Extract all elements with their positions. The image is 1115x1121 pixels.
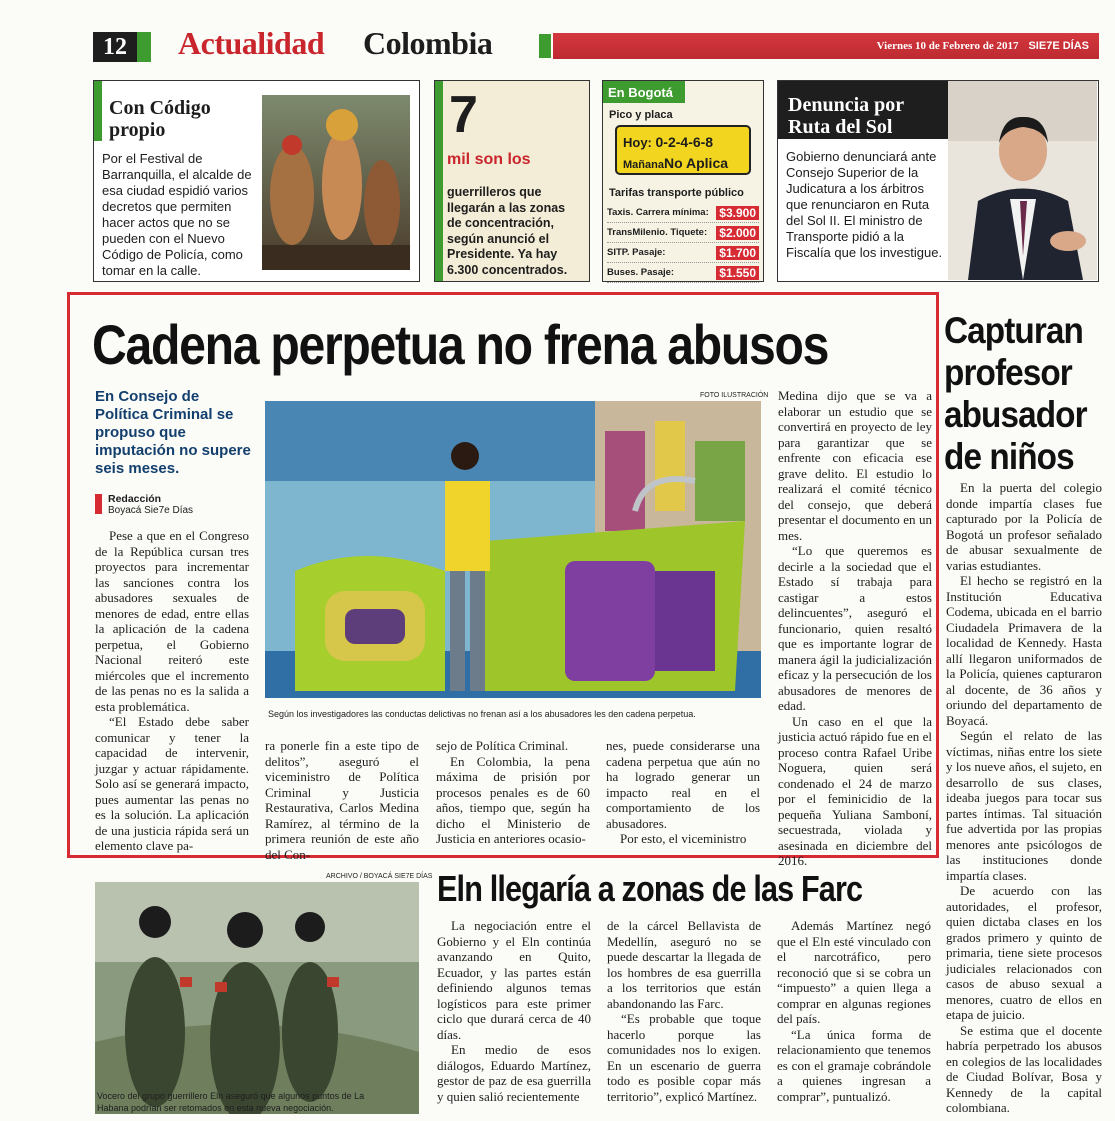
header-accent bbox=[539, 34, 551, 58]
paragraph: Por esto, el viceministro bbox=[620, 831, 747, 846]
fare-value: $1.700 bbox=[716, 246, 759, 260]
eln-col-1 bbox=[437, 918, 591, 1104]
eln-col-3 bbox=[777, 918, 931, 1104]
paragraph: En la puerta del colegio donde impartía clases fue capturado por la Policía de Bogotá un profesor señalado de abusar sexualmente de varias estudiantes. bbox=[946, 480, 1102, 573]
fare-value: $2.000 bbox=[716, 226, 759, 240]
paragraph: De acuerdo con las autoridades, el profesor, quien dictaba clases en los grados primero y quinto de primaria, tiene siete procesos judiciales relacionados con casos de abuso sexual a menores, cuatro de ellos en etapa de juicio. bbox=[946, 883, 1102, 1022]
page-number-accent bbox=[137, 32, 151, 62]
header-brand: SIE7E DÍAS bbox=[1028, 40, 1089, 52]
main-col-2 bbox=[265, 738, 419, 862]
box-codigo-propio bbox=[93, 80, 420, 282]
paragraph: ra ponerle fin a este tipo de delitos”, aseguró el viceministro de Política Criminal y Justicia Restaurativa, Carlos Medina Ramírez, al término de la primera reunión de este año del Con- bbox=[265, 738, 419, 862]
main-col-3 bbox=[436, 738, 590, 847]
fare-value: $3.900 bbox=[716, 206, 759, 220]
main-deck: En Consejo de Política Criminal se propuso que imputación no supere seis meses. bbox=[95, 388, 251, 477]
paragraph: Pese a que en el Congreso de la República cursan tres proyectos para incrementar las sanciones contra los abusadores sexuales de menores de edad, entre ellas la aplicación de la cadena perpetua, el Gobierno Nacional reiteró este miércoles que el incremento de las penas no es la salida a esta problemática. bbox=[95, 528, 249, 714]
main-col-5 bbox=[778, 388, 932, 869]
fare-value: $1.550 bbox=[716, 266, 759, 280]
box-ruta-del-sol bbox=[777, 80, 1099, 282]
paragraph: Un caso en el que la justicia actuó rápido fue en el proceso contra Rafael Uribe Noguera, quien será condenado el 24 de marzo por el feminicidio de la pequeña Yuliana Samboní, secuestrada, violada y asesinada en diciembre del 2016. bbox=[778, 713, 932, 868]
license-plate bbox=[615, 125, 751, 175]
side-headline: Capturan profesor abusador de niños bbox=[944, 310, 1087, 477]
paragraph: nes, puede considerarse una cadena perpetua que aún no ha logrado generar un impacto real en el comportamiento de los abusadores. bbox=[606, 738, 760, 831]
eln-col-2 bbox=[607, 918, 761, 1104]
manana-label: Mañana bbox=[623, 159, 664, 171]
header-date-bar bbox=[553, 33, 1099, 59]
paragraph: “Lo que queremos es decirle a la sociedad que el Estado sí trabaja para castigar a estos delincuentes”, aseguró el funcionario, quien resaltó que es importante lograr de manera ágil la judicialización eficaz y la persecución de los abusadores de menores de edad. bbox=[778, 543, 932, 713]
section-title-colombia: Colombia bbox=[363, 25, 493, 61]
side-body bbox=[946, 480, 1102, 1116]
main-col-4 bbox=[606, 738, 760, 847]
fare-label: Taxis. Carrera mínima: bbox=[607, 207, 709, 218]
carnival-photo bbox=[262, 95, 410, 270]
byline-accent bbox=[95, 494, 102, 514]
box-subtitle: mil son los bbox=[447, 151, 531, 168]
fare-label: SITP. Pasaje: bbox=[607, 247, 666, 258]
paragraph: “Es probable que toque hacerlo porque las comunidades nos lo exigen. En un escenario de guerra todo es posible copar más territorio”, explicó Martínez. bbox=[607, 1011, 761, 1104]
tarifas-label: Tarifas transporte público bbox=[609, 187, 744, 199]
minister-photo bbox=[948, 81, 1097, 280]
guerrilla-photo bbox=[95, 882, 419, 1114]
paragraph: Se estima que el docente habría perpetrado los abusos en colegios de las localidades de Ciudad Bolívar, Bosa y Kennedy de la capital colombiana. bbox=[946, 1022, 1102, 1115]
section-title-actualidad: Actualidad bbox=[178, 25, 325, 61]
fare-row bbox=[607, 223, 759, 243]
paragraph: Medina dijo que se va a elaborar un estudio que se convertirá en proyecto de ley para garantizar que se enfrente con eficacia ese grave delito. El estudio lo realizará el comité técnico del consejo, que deberá presentar el documento en un mes. bbox=[778, 388, 932, 543]
page-number: 12 bbox=[93, 32, 137, 62]
playground-photo bbox=[265, 401, 761, 698]
fare-row bbox=[607, 263, 759, 283]
byline-outlet: Boyacá Sie7e Días bbox=[108, 505, 194, 516]
fare-label: Buses. Pasaje: bbox=[607, 267, 675, 278]
box-7-mil bbox=[434, 80, 590, 282]
box-title: Con Código propio bbox=[109, 97, 211, 141]
box-text: Por el Festival de Barranquilla, el alcalde de esa ciudad espidió varios decretos que permiten hacer actos que no se pueden con el Nuevo Código de Policía, como tomar en la calle. bbox=[102, 151, 252, 278]
box-title: Denuncia por Ruta del Sol bbox=[788, 94, 904, 138]
fare-row bbox=[607, 243, 759, 263]
paragraph: sejo de Política Criminal. bbox=[436, 738, 569, 753]
box-accent bbox=[435, 81, 443, 281]
eln-photo-caption: Vocero del grupo guerrillero Eln aseguró que algunos puntos de La Habana podrían ser retomados en esta nueva negociación. bbox=[97, 1091, 365, 1113]
paragraph: En medio de esos diálogos, Eduardo Martínez, gestor de paz de esa guerrilla y quien salió recientemente bbox=[437, 1042, 591, 1104]
paragraph: La negociación entre el Gobierno y el Eln continúa avanzando en Quito, Ecuador, y las partes están definiendo algunos temas logísticos para este primer ciclo que durará cerca de 40 días. bbox=[437, 918, 591, 1042]
fares-table bbox=[607, 203, 759, 283]
hoy-label: Hoy: bbox=[623, 135, 652, 150]
box-text: guerrilleros que llegarán a las zonas de concentración, según anunció el Presidente. Ya hay 6.300 concentrados. bbox=[447, 185, 568, 277]
box-title: En Bogotá bbox=[603, 81, 685, 103]
fare-label: TransMilenio. Tiquete: bbox=[607, 227, 708, 238]
pico-placa-label: Pico y placa bbox=[609, 109, 673, 121]
header-date: Viernes 10 de Febrero de 2017 bbox=[876, 40, 1019, 52]
box-number: 7 bbox=[449, 86, 478, 144]
paragraph: “La única forma de relacionamiento que tenemos es con el gramaje cobrándole a quienes ingresan a comprar”, puntualizó. bbox=[777, 1026, 931, 1104]
manana-value: No Aplica bbox=[663, 155, 729, 171]
paragraph: En Colombia, la pena máxima de prisión por procesos penales es de 60 años, tiempo que, según ha dicho el Ministerio de Justicia en anteriores ocasio- bbox=[436, 753, 590, 846]
paragraph: Según el relato de las víctimas, niñas entre los siete y los nueve años, el sujeto, en desarrollo de sus clases, ideaba juegos para tocar sus partes íntimas. Tal situación fue advertida por las propias menores ante psicólogos de las instituciones donde impartía clases. bbox=[946, 728, 1102, 883]
box-text: Gobierno denunciará ante Consejo Superior de la Judicatura a los árbitros que renunciaron en Ruta del Sol II. El ministro de Transporte pidió a la Fiscalía que los investigue. bbox=[786, 149, 943, 260]
photo-caption: Según los investigadores las conductas delictivas no frenan así a los abusadores les den cadena perpetua. bbox=[268, 709, 696, 719]
box-en-bogota bbox=[602, 80, 764, 282]
paragraph: Además Martínez negó que el Eln esté vinculado con el narcotráfico, pero reconoció que si se cobra un “impuesto” a quien llega a comprar en algunas regiones del país. bbox=[777, 918, 931, 1026]
paragraph: “El Estado debe saber comunicar y tener la capacidad de intervenir, juzgar y actuar rápidamente. Solo así se generará impacto, pues aumentar las penas no es la solución. La aplicación de una justicia rápida será un elemento clave pa- bbox=[95, 714, 249, 853]
fare-row bbox=[607, 203, 759, 223]
main-headline: Cadena perpetua no frena abusos bbox=[92, 313, 829, 376]
byline-label: Redacción bbox=[108, 493, 162, 505]
paragraph: de la cárcel Bellavista de Medellín, aseguró no se puede descartar la llegada de los hombres de esa guerrilla a los territorios que están abandonando las Farc. bbox=[607, 918, 761, 1011]
hoy-value: 0-2-4-6-8 bbox=[655, 134, 714, 150]
eln-photo-credit: ARCHIVO / BOYACÁ SIE7E DÍAS bbox=[326, 873, 433, 880]
photo-credit: FOTO ILUSTRACIÓN bbox=[700, 392, 769, 399]
eln-headline: Eln llegaría a zonas de las Farc bbox=[437, 868, 863, 909]
paragraph: El hecho se registró en la Institución Educativa Codema, ubicada en el barrio Ciudadela Primavera de la localidad de Kennedy. Hasta allí llegaron uniformados de la Policía, quienes capturaron al docente, de 36 años y oriundo del departamento de Boyacá. bbox=[946, 573, 1102, 728]
main-col-1 bbox=[95, 528, 249, 854]
box-accent bbox=[94, 81, 102, 141]
